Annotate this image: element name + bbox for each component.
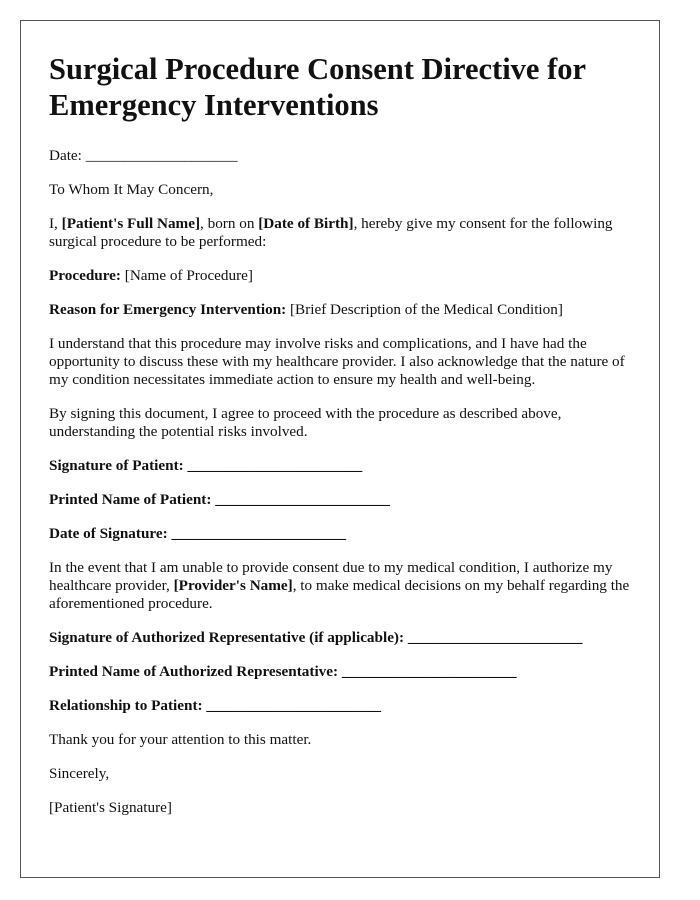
field-blank[interactable]: _______________________: [206, 697, 382, 714]
authorization-prefix: In the event that I am unable to provide consent due to my medical condition, I authorize my healthcare provider,: [49, 559, 613, 594]
representative-printed-name-field: [49, 663, 631, 681]
patient-name-placeholder: [Patient's Full Name]: [61, 215, 201, 232]
reason-line: [49, 301, 631, 319]
field-blank[interactable]: _______________________: [187, 457, 363, 474]
field-label: Date of Signature:: [49, 525, 168, 542]
date-label: Date:: [49, 147, 82, 164]
document-page: [20, 20, 660, 878]
date-line: [49, 147, 631, 165]
field-blank[interactable]: _______________________: [171, 525, 347, 542]
patient-signature-field: [49, 457, 631, 475]
representative-signature-field: [49, 629, 631, 647]
provider-name-placeholder: [Provider's Name]: [173, 577, 293, 594]
signature-placeholder: [Patient's Signature]: [49, 799, 172, 816]
procedure-line: [49, 267, 631, 285]
date-blank: ____________________: [85, 147, 238, 164]
signature-date-field: [49, 525, 631, 543]
field-blank[interactable]: _______________________: [215, 491, 390, 508]
patient-printed-name-field: [49, 491, 631, 509]
field-label: Relationship to Patient:: [49, 697, 203, 714]
authorization-paragraph: [49, 559, 631, 613]
intro-paragraph: [49, 215, 631, 251]
intro-suffix: , hereby give my consent for the following surgical procedure to be performed:: [49, 215, 613, 250]
agreement-paragraph: By signing this document, I agree to proceed with the procedure as described above, understanding the potential risks involved.: [49, 405, 562, 440]
reason-value: [Brief Description of the Medical Condition]: [290, 301, 563, 318]
field-label: Signature of Patient:: [49, 457, 184, 474]
procedure-value: [Name of Procedure]: [124, 267, 253, 284]
relationship-field: [49, 697, 631, 715]
field-label: Printed Name of Patient:: [49, 491, 212, 508]
closing-line: Sincerely,: [49, 765, 110, 782]
salutation: To Whom It May Concern,: [49, 181, 214, 198]
thanks-line: Thank you for your attention to this matter.: [49, 731, 312, 748]
field-label: Printed Name of Authorized Representative:: [49, 663, 339, 680]
document-title: Surgical Procedure Consent Directive for Emergency Interventions: [49, 52, 586, 122]
field-blank[interactable]: _______________________: [407, 629, 583, 646]
intro-prefix: I,: [49, 215, 58, 232]
field-blank[interactable]: _______________________: [341, 663, 517, 680]
authorization-suffix: , to make medical decisions on my behalf regarding the aforementioned procedure.: [49, 577, 630, 612]
procedure-label: Procedure:: [49, 267, 121, 284]
risks-paragraph: I understand that this procedure may involve risks and complications, and I have had the opportunity to discuss these with my healthcare provider. I also acknowledge that the nature of my condition necessitates immediate action to ensure my health and well-being.: [49, 335, 625, 388]
intro-born-on: , born on: [200, 215, 255, 232]
field-label: Signature of Authorized Representative (if applicable):: [49, 629, 405, 646]
date-of-birth-placeholder: [Date of Birth]: [258, 215, 354, 232]
reason-label: Reason for Emergency Intervention:: [49, 301, 287, 318]
